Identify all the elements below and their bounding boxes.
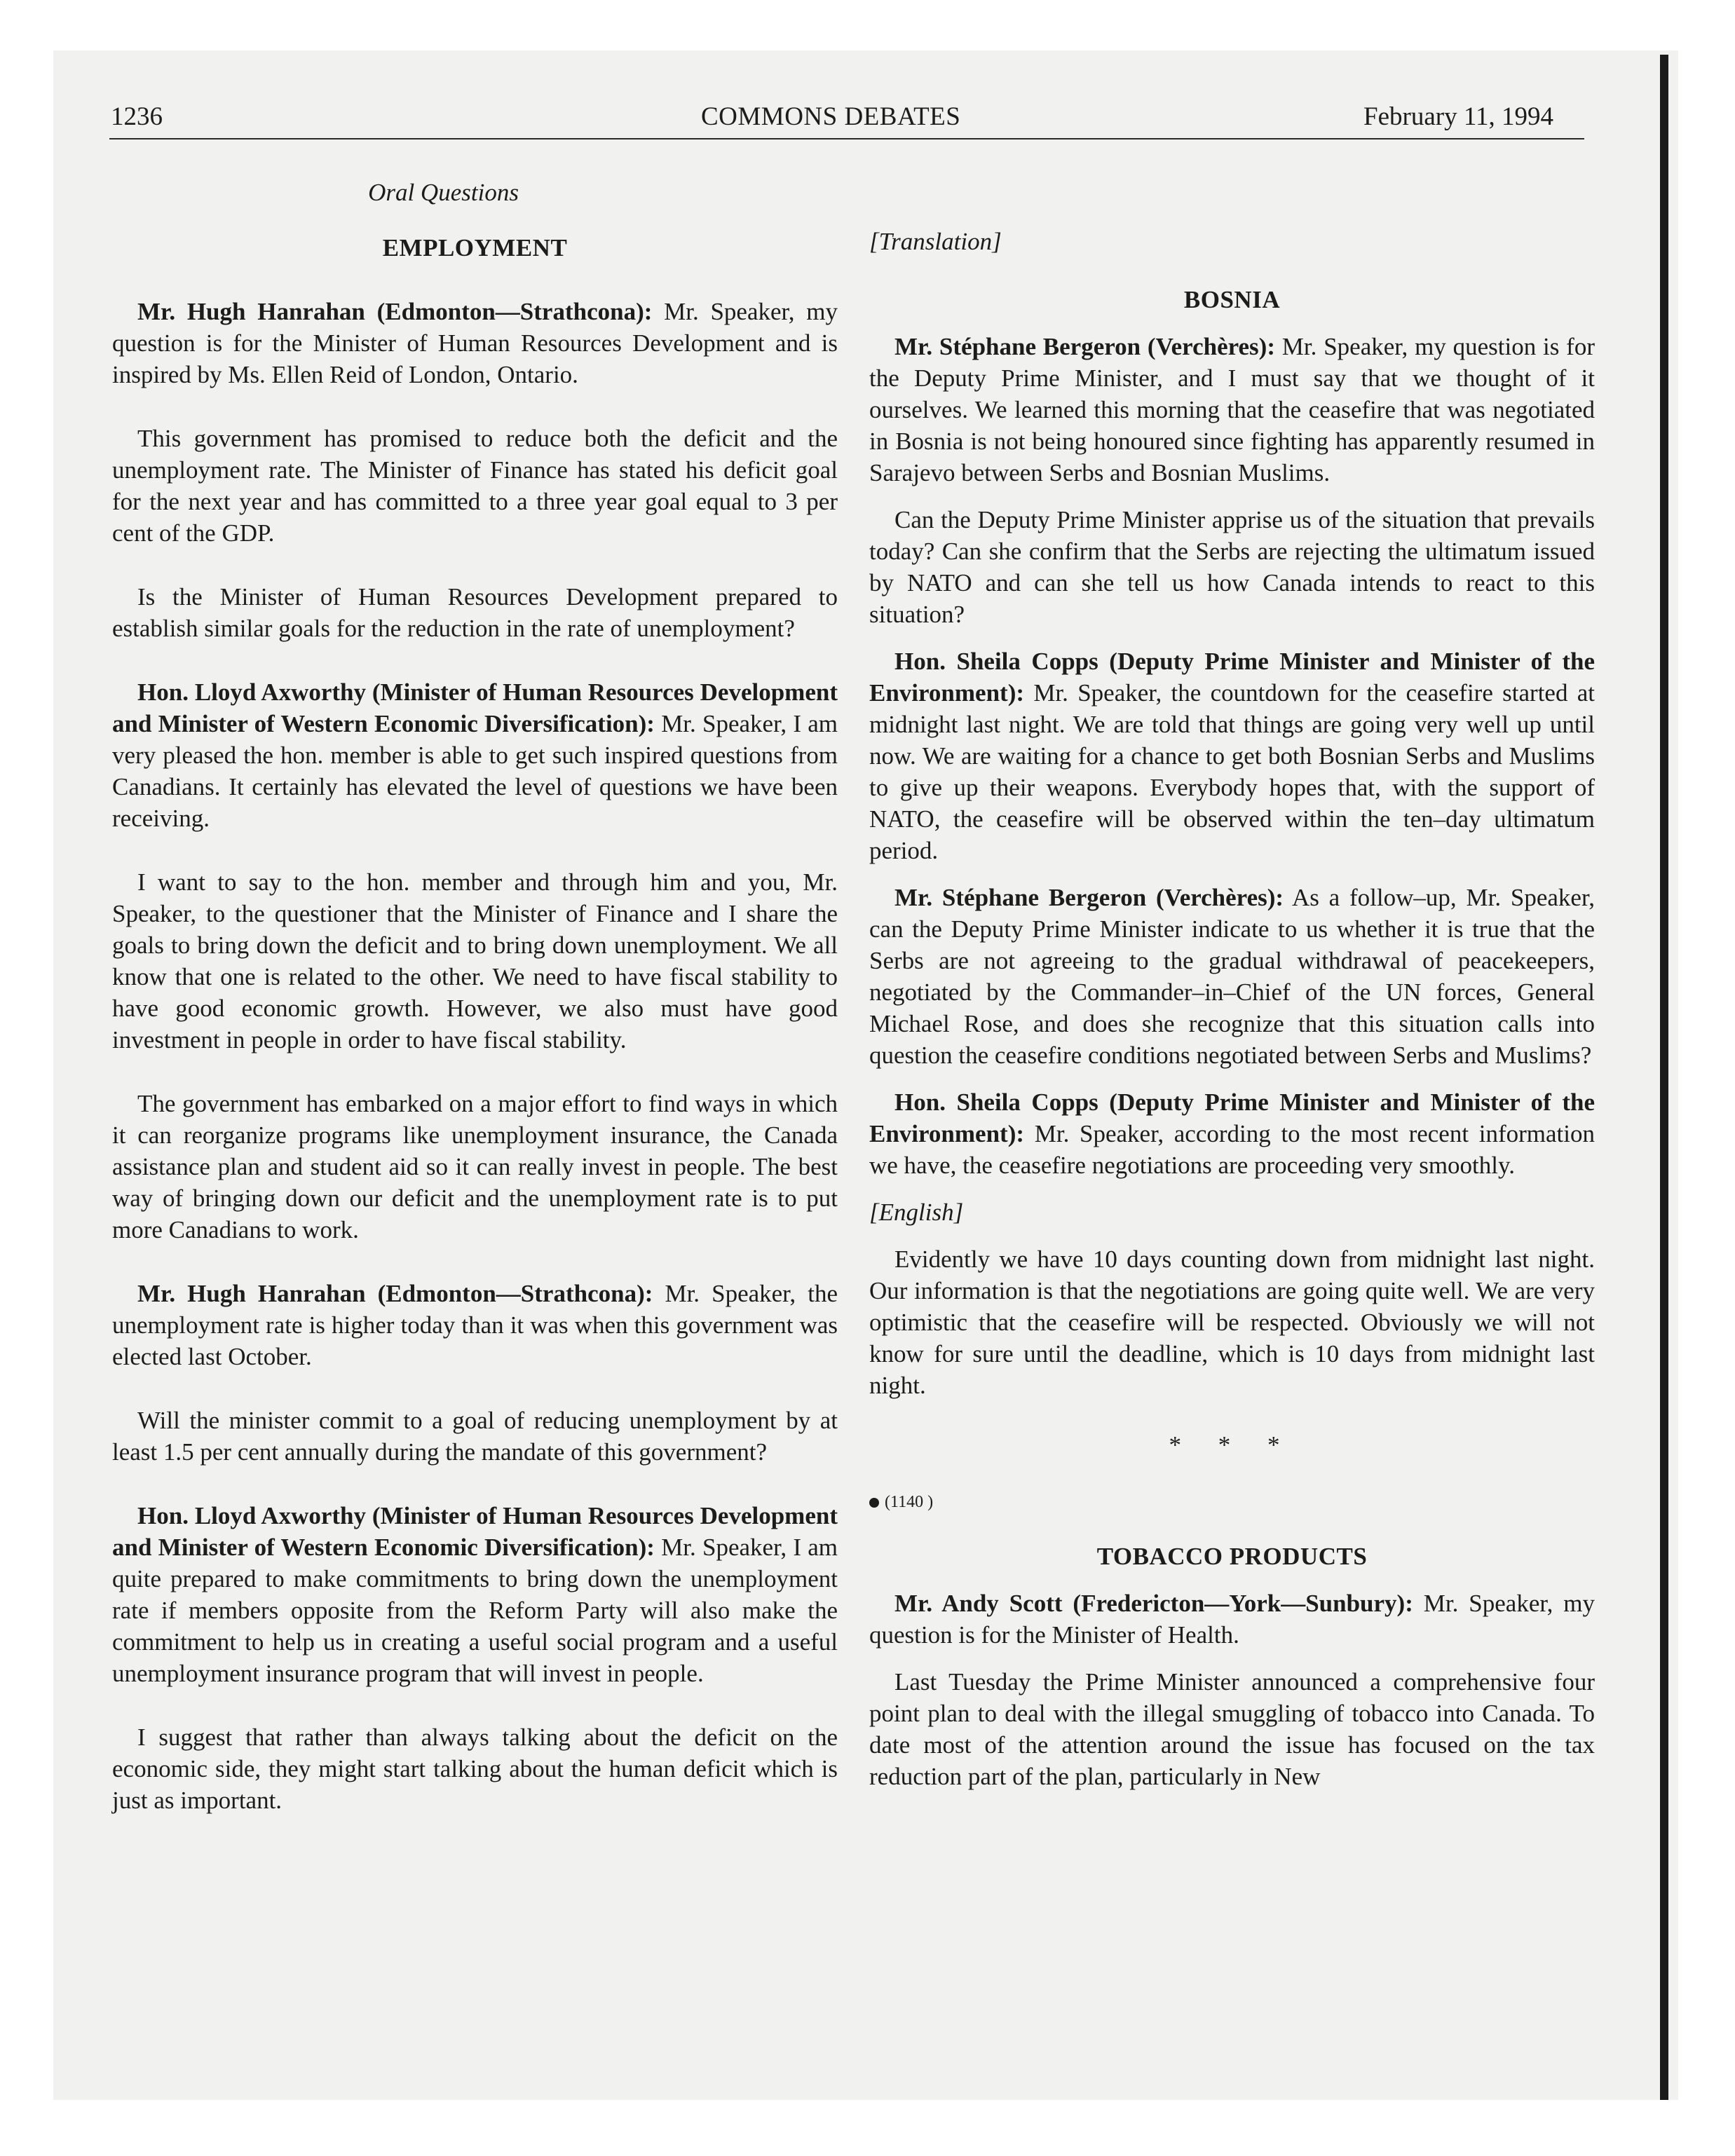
section-label: Oral Questions [368,179,519,206]
header-rule [109,138,1584,139]
paragraph [869,1086,1595,1181]
paragraph-text: Mr. Speaker, my question is for the Deputy Prime Minister, and I must say that we thought of it ourselves. We learned this morning that the ceasefire that was negotiated in Bosnia is not being honoured since fighting has apparently resumed in Sarajevo between Serbs and Bosnian Muslims. [869,333,1595,486]
speaker-name: Hon. Sheila Copps (Deputy Prime Minister and Minister of the Environment): [869,648,1595,707]
paragraph [869,882,1595,1071]
paragraph [869,1666,1595,1792]
section-separator: * * * [1169,1431,1295,1459]
paragraph [112,676,838,834]
paragraph-text: Mr. Speaker, the countdown for the ceasefire started at midnight last night. We are told that things are going very well up until now. We are waiting for a chance to get both Bosnian Serbs and Muslims to give up their weapons. Everybody hopes that, with the support of NATO, the ceasefire will be observed within the ten–day ultimatum period. [869,679,1595,864]
paragraph-text: Mr. Speaker, the unemployment rate is higher today than it was when this government was elected last October. [112,1280,838,1370]
speaker-name: Mr. Andy Scott (Fredericton—York—Sunbury): [894,1590,1413,1617]
paragraph-text: Evidently we have 10 days counting down from midnight last night. Our information is that the negotiations are going quite well. We are very optimistic that the ceasefire will be respected. Obviously we will not know for sure until the deadline, which is 10 days from midnight last night. [869,1246,1595,1399]
translation-tag: [Translation] [869,228,1002,255]
paragraph-text: Can the Deputy Prime Minister apprise us of the situation that prevails today? Can she confirm that the Serbs are rejecting the ultimatum issued by NATO and can she tell us how Canada intends to react to this situation? [869,506,1595,628]
paragraph-text: I want to say to the hon. member and through him and you, Mr. Speaker, to the questioner that the Minister of Finance and I share the goals to bring down the deficit and to bring down unemployment. We all know that one is related to the other. We need to have fiscal stability to have good economic growth. However, we also must have good investment in people in order to have fiscal stability. [112,868,838,1053]
paragraph [112,1278,838,1372]
page-number: 1236 [111,102,163,131]
publication-title: COMMONS DEBATES [701,102,961,131]
speaker-name: Mr. Stéphane Bergeron (Verchères): [894,333,1275,360]
bullet-icon [869,1498,879,1508]
paragraph [869,1588,1595,1651]
paragraph [112,1405,838,1468]
paragraph-text: Mr. Speaker, I am quite prepared to make commitments to bring down the unemployment rate if members opposite from the Reform Party will also make the commitment to help us in creating a useful social program and a useful unemployment insurance program that will invest in people. [112,1534,838,1687]
time-stamp-text: (1140 ) [885,1493,934,1511]
right-column [869,226,1595,1792]
speaker-name: Hon. Lloyd Axworthy (Minister of Human Resources Development and Minister of Western Economic Diversification): [112,1502,838,1561]
paragraph-text: Mr. Speaker, my question is for the Minister of Health. [869,1590,1595,1649]
english-tag: [English] [869,1199,964,1226]
time-stamp [869,1492,1595,1513]
paragraph [112,1721,838,1816]
left-column [112,177,838,1816]
paragraph-text: Mr. Speaker, according to the most recent information we have, the ceasefire negotiations are proceeding very smoothly. [869,1120,1595,1179]
paragraph [869,646,1595,866]
paragraph [112,423,838,549]
paragraph-text: Mr. Speaker, I am very pleased the hon. member is able to get such inspired questions from Canadians. It certainly has elevated the level of questions we have been receiving. [112,710,838,832]
paragraph [869,504,1595,630]
scan-border [1660,55,1668,2100]
paragraph [112,296,838,390]
paragraph-text: Will the minister commit to a goal of reducing unemployment by at least 1.5 per cent annually during the mandate of this government? [112,1407,838,1466]
speaker-name: Mr. Hugh Hanrahan (Edmonton—Strathcona): [137,298,653,325]
paragraph [869,1243,1595,1401]
paragraph [112,866,838,1056]
paragraph [112,1500,838,1689]
speaker-name: Hon. Lloyd Axworthy (Minister of Human Resources Development and Minister of Western Economic Diversification): [112,678,838,737]
section-heading-tobacco: TOBACCO PRODUCTS [1096,1543,1368,1570]
paragraph-text: Mr. Speaker, my question is for the Minister of Human Resources Development and is inspired by Ms. Ellen Reid of London, Ontario. [112,298,838,388]
paragraph-text: Last Tuesday the Prime Minister announced a comprehensive four point plan to deal with the illegal smuggling of tobacco into Canada. To date most of the attention around the issue has focused on the tax reduction part of the plan, particularly in New [869,1668,1595,1790]
publication-date: February 11, 1994 [1363,102,1553,131]
speaker-name: Mr. Stéphane Bergeron (Verchères): [894,884,1284,911]
paragraph-text: As a follow–up, Mr. Speaker, can the Deputy Prime Minister indicate to us whether it is true that the Serbs are not agreeing to the gradual withdrawal of peacekeepers, negotiated by the Commander–in–Chief of the UN forces, General Michael Rose, and does she recognize that this situation calls into question the ceasefire conditions negotiated between Serbs and Muslims? [869,884,1595,1069]
paragraph [112,581,838,644]
paragraph-text: I suggest that rather than always talking about the deficit on the economic side, they might start talking about the human deficit which is just as important. [112,1724,838,1814]
speaker-name: Mr. Hugh Hanrahan (Edmonton—Strathcona): [137,1280,653,1307]
section-heading-bosnia: BOSNIA [1183,286,1281,313]
speaker-name: Hon. Sheila Copps (Deputy Prime Minister and Minister of the Environment): [869,1089,1595,1147]
paragraph [869,331,1595,489]
section-heading-employment: EMPLOYMENT [382,234,568,261]
paragraph [112,1088,838,1246]
paragraph-text: The government has embarked on a major effort to find ways in which it can reorganize programs like unemployment insurance, the Canada assistance plan and student aid so it can really invest in people. The best way of bringing down our deficit and the unemployment rate is to put more Canadians to work. [112,1090,838,1243]
paragraph-text: Is the Minister of Human Resources Development prepared to establish similar goals for the reduction in the rate of unemployment? [112,583,838,642]
paragraph-text: This government has promised to reduce both the deficit and the unemployment rate. The Minister of Finance has stated his deficit goal for the next year and has committed to a three year goal equal to 3 per cent of the GDP. [112,425,838,547]
